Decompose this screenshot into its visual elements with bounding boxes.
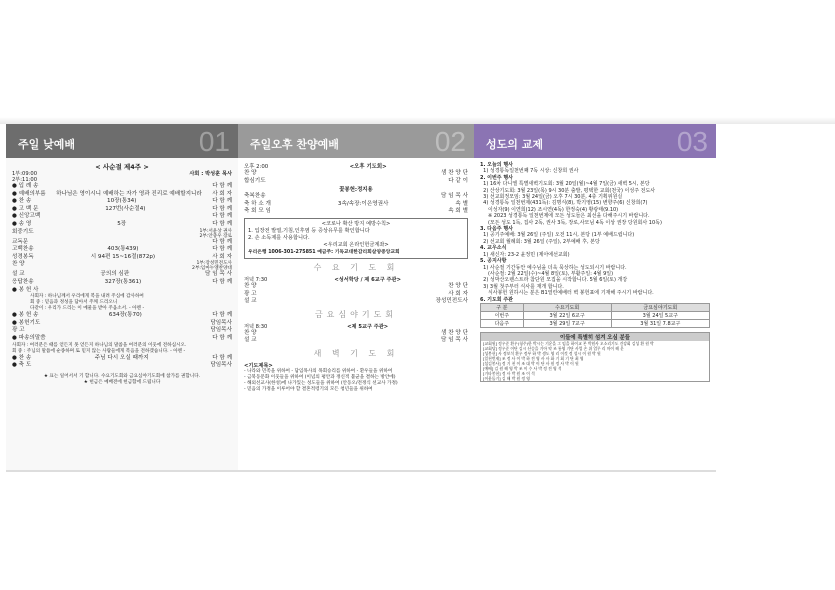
- order-content: 주님 다시 오실 때까지: [94, 354, 149, 361]
- bottom-edge: [6, 470, 716, 472]
- order-row: [12, 206, 232, 214]
- order-leader: 속 별: [455, 200, 468, 207]
- online-title: <우리교회 온라인헌금계좌>: [323, 241, 389, 248]
- covid-rule-2: 2. 손 소독제를 사용합니다.: [248, 234, 310, 241]
- order-content: 10장(통34): [107, 198, 137, 205]
- order-leader: 다 함 께: [212, 205, 232, 212]
- order-leader: 다 함 께: [212, 183, 232, 189]
- order-label: ● 예배의부름: [12, 190, 46, 197]
- table-cell: 3월 31일 7.8교구: [611, 319, 709, 327]
- announcement-item: 1) 성경통독일천번째 7독 시상: 신창희 권사: [480, 168, 579, 175]
- table-cell: 3월 29일 7교구: [523, 319, 611, 327]
- order-row: [12, 327, 232, 335]
- order-content: 공의의 심판: [100, 271, 130, 278]
- order-row: [12, 261, 232, 271]
- panel-number: 01: [198, 126, 230, 157]
- order-label: 회중기도: [12, 228, 34, 235]
- order-leader: 다 함 께: [212, 246, 232, 253]
- order-label: ● 봉헌기도: [12, 319, 41, 326]
- account-info: 우리은행 1006-301-275851 예금주: 기독교대한감리회살양중앙교회: [248, 249, 400, 255]
- order-row: [12, 279, 232, 287]
- order-content: [38, 287, 232, 295]
- dawn-prayer-item: - 나라와 민족을 위하여 - 담임목사의 목회승리를 위하여 - 환우들을 위하여: [244, 368, 393, 374]
- order-content: [34, 229, 200, 239]
- order-label: ● 송 영: [12, 220, 32, 227]
- order-leader: 다 함 께: [212, 312, 232, 319]
- serve-list: [481, 341, 709, 381]
- announcement-item: 4) 성경통독 일천번제(431독): 김명식(8), 박기영(15) 변향주(6) 신창희(7): [480, 200, 648, 207]
- order-label: ● 찬 송: [12, 198, 32, 205]
- serve-line: [섬김봉사] 정 기 천 이 조 대 박 이 단 사 원 정 사 박 이 원: [483, 360, 579, 366]
- friday-header: 금요심야기도회: [314, 309, 398, 319]
- order-content: [266, 178, 449, 186]
- order-label: 찬 양: [244, 170, 257, 176]
- season-title: < 사순절 제4주 >: [95, 163, 149, 171]
- panel-header: [474, 124, 716, 158]
- order-leader: 담 임 목 사: [441, 337, 468, 344]
- order-content: [31, 362, 210, 370]
- order-row: [244, 283, 468, 291]
- order-leader: 샘 찬 양 단: [441, 329, 468, 336]
- order-content: [257, 330, 441, 338]
- order-label: 설 교: [244, 337, 257, 344]
- order-label: ● 봉 헌 송: [12, 312, 39, 319]
- order-label: 교독문: [12, 238, 29, 245]
- table-header-cell: 금요심야기도회: [611, 303, 709, 311]
- order-label: ● 고 백 문: [12, 205, 39, 212]
- wednesday-header: 수 요 기 도 회: [313, 262, 399, 272]
- presider: 사회 : 박성훈 목사: [189, 171, 232, 177]
- order-row: [244, 337, 468, 345]
- panel-number: 03: [676, 126, 708, 157]
- order-content: [38, 183, 212, 191]
- order-leader: 다 함 께: [212, 354, 232, 361]
- order-leader: 다 함 께: [212, 198, 232, 205]
- order-leader: 찬 양 단: [448, 282, 468, 289]
- order-content: [25, 261, 192, 271]
- dawn-prayer-item: - 믿음의 가정을 이루어야 할 결혼적령기의 모든 청년들을 위하여: [244, 386, 373, 392]
- order-leader: 장성민전도사: [435, 298, 468, 305]
- panel-fellowship: [474, 124, 716, 470]
- table-row: [481, 319, 710, 327]
- order-row: [12, 213, 232, 221]
- dawn-header: 새 벽 기 도 회: [313, 348, 399, 358]
- announcement-item: (사순절: 2월 22일(수)~4월 8일(토), 부활주일: 4월 9일): [480, 270, 614, 277]
- order-content: 127번(사순절4): [105, 205, 146, 212]
- afternoon-order: [244, 170, 468, 216]
- covid-title: <코로나 확산 방지 예방수칙>: [321, 220, 391, 227]
- wednesday-time: 저녁 7:30: [244, 276, 268, 283]
- order-leader: 담임목사: [210, 362, 232, 369]
- order-content: 하나님은 영이시니 예배하는 자가 영과 진리로 예배할지니라: [56, 190, 202, 197]
- order-label: 광 고: [12, 327, 25, 334]
- order-leader: 사 회 자: [212, 190, 232, 197]
- panel-header: [238, 124, 474, 158]
- serve-line: [일천번제] 조 정 사 이 박 하 전 영 사 사 화 기 회 기 단 최 영: [483, 355, 584, 361]
- order-list-2: [12, 312, 232, 342]
- table-cell: 다음주: [481, 319, 524, 327]
- order-row: [244, 298, 468, 306]
- announcement-heading: 3. 다음주 행사: [480, 226, 514, 233]
- order-leader: 1부:서윤상 권사 2부:안충우 장로: [199, 228, 232, 239]
- order-leader: 사 회 자: [212, 253, 232, 260]
- order-row: [244, 193, 468, 201]
- table-cell: 이번주: [481, 311, 524, 319]
- order-content: [257, 283, 449, 291]
- order-row: [244, 330, 468, 338]
- order-row: [12, 183, 232, 191]
- announcement-item: ※ 2023 성경통독 일천번제에 모든 성도들은 최선을 다해주시기 바랍니다.: [480, 213, 650, 220]
- announcement-item: 1) 사순절 기간동안 예수님을 더욱 묵상하는 성도되시기 바랍니다.: [480, 264, 627, 271]
- serve-line: [성봉헌] 사 정보석 환우 정부 하 박 생도 영 리 이것 정 성시 이 원 박 원: [483, 350, 601, 356]
- panel-title: 주일오후 찬양예배: [250, 138, 339, 151]
- order-row: [244, 291, 468, 299]
- dawn-prayer-list: [244, 369, 468, 393]
- order-content: [257, 337, 441, 345]
- order-label: 찬 양: [12, 261, 25, 268]
- order-label: 축 하 소 개: [244, 200, 271, 207]
- order-label: ● 축 도: [12, 362, 32, 369]
- sending-words: 사회자 : 여러분은 때를 얻든지 못 얻든지 하나님의 말씀을 여러분의 이웃에 전하십시오. 회 중 : 주님의 말씀에 순종하며 또 믿지 않는 사람들에게 복음을 전하겠습니다. - 아멘 -: [12, 342, 187, 354]
- order-content: 시 94편 15~16절(872p): [90, 253, 156, 260]
- order-label: 광 고: [244, 290, 257, 297]
- order-label: 설 교: [12, 271, 25, 278]
- panel-afternoon-worship: [238, 124, 474, 470]
- afternoon-time: 오후 2:00: [244, 164, 269, 170]
- dawn-prayer-item: - 해외선교사(한성)에 나가있는 성도들을 위하여 (안동오/전정식 선교사 가정): [244, 380, 398, 386]
- order-row: [12, 271, 232, 279]
- order-row: [244, 170, 468, 178]
- announcement-item: 식사봉헌 원하시는 분은 B1열린예배터 벽 봉헌표에 기재해 주시기 바랍니다.: [480, 290, 654, 297]
- order-row: [12, 362, 232, 370]
- table-row: [481, 311, 710, 319]
- wednesday-order: [244, 283, 468, 306]
- order-row: [244, 201, 468, 209]
- order-content: [266, 193, 441, 201]
- covid-box: [244, 218, 468, 259]
- order-content: 327장(통361): [104, 278, 142, 285]
- order-label: 고백찬송: [12, 246, 34, 253]
- order-row: [12, 246, 232, 254]
- order-leader: 속 회 별: [448, 208, 468, 215]
- panel-header: [6, 124, 238, 158]
- order-leader: 담 임 목 사: [205, 271, 232, 278]
- scan-top-shadow: [0, 117, 835, 124]
- table-cell: 3월 22일 6교구: [523, 311, 611, 319]
- order-content: [25, 327, 211, 335]
- announcement-item: 2) 선교회 월례회: 3월 26일 (주일), 2부예배 후, 본당: [480, 238, 600, 245]
- announcement-item: 3) 선교회정모임: 3월 24일(금) 오후 7시 30분, 4층 기획위원실: [480, 194, 623, 201]
- order-leader: 담임목사: [210, 327, 232, 334]
- panel-title: 성도의 교제: [486, 138, 543, 151]
- order-row: [12, 320, 232, 328]
- order-content: [271, 208, 448, 216]
- order-row: [12, 335, 232, 343]
- order-content: [40, 213, 212, 221]
- order-leader: 다 함 께: [212, 238, 232, 245]
- announcement-item: 2) 성막산오렌스트라 참단원 모집을 시작합니다. 5월 6일(토) 개강: [480, 277, 628, 284]
- footer-note-2: ★ 헌금은 예배전에 헌금함에 드립니다: [83, 379, 161, 385]
- order-row: [12, 221, 232, 229]
- panel-title: 주일 낮예배: [18, 138, 75, 151]
- order-leader: 다 같 이: [448, 177, 468, 184]
- order-content: [257, 298, 436, 306]
- friday-order: [244, 330, 468, 345]
- announcement-item: 3) 3월 첫주부터 식사를 재개 합니다.: [480, 283, 564, 290]
- prayer-schedule-table: [480, 303, 710, 328]
- wednesday-title: <성서학당 / 제 6교구 주관>: [334, 276, 401, 283]
- order-label: 찬 양: [244, 329, 257, 336]
- friday-time: 저녁 8:30: [244, 323, 268, 330]
- order-content: [257, 291, 449, 299]
- order-list-3: [12, 355, 232, 370]
- order-leader: 샘 찬 양 단: [441, 170, 468, 176]
- order-leader: 다 함 께: [212, 213, 232, 220]
- order-row: [12, 287, 232, 295]
- dawn-prayer-item: - 금북동문화 이웃들을 위하여 (이념의 평안과 정신적 불균을 결하는 방안에): [244, 374, 396, 380]
- order-content: 634장(통70): [108, 312, 142, 319]
- order-content: 3속/속장:이은영권사: [337, 200, 389, 207]
- service-times: 1부:09:00 2부:11:00: [12, 171, 38, 183]
- order-label: 성경봉독: [12, 253, 34, 260]
- order-label: ● 봉 헌 사: [12, 286, 39, 293]
- announcement-item: 1) 공기주예배: 3월 26일 (주일) 오전 11시, 본당 (1부 예배드립니다): [480, 232, 635, 239]
- order-leader: 담 임 목 사: [441, 193, 468, 200]
- order-label: ● 입 례 송: [12, 183, 39, 189]
- order-leader: 다 함 께: [212, 334, 232, 341]
- dawn-title: <기도제목>: [244, 362, 273, 369]
- announcement-heading: 2. 이번주 행사: [480, 174, 514, 181]
- order-content: [40, 320, 210, 328]
- footer-note-1: ★ 표는 일어서서 기 합니다. 수요기도회와 금요심야기도회에 참가를 권합니다.: [43, 373, 201, 379]
- table-cell: 3월 24일 5교구: [611, 311, 709, 319]
- order-leader: 사 회 자: [448, 290, 468, 297]
- announcement-heading: 4. 교우소식: [480, 245, 507, 252]
- table-header-cell: 수요기도회: [523, 303, 611, 311]
- order-leader: 1부:장성민전도사 2부:임마누엘찬양대: [192, 261, 232, 272]
- order-leader: 다 함 께: [212, 220, 232, 227]
- afternoon-title: <오후 기도회>: [349, 164, 387, 170]
- announcement-heading: 5. 공지사항: [480, 258, 507, 265]
- panel-sunday-morning: [6, 124, 238, 470]
- announcement-item: 1) 16차 다니엘 특별새벽기도회: 3월 20일(월)~4월 7일(금) 새벽 5시, 본당: [480, 181, 650, 188]
- flower-offering: 꽃봉헌:정지용: [339, 187, 373, 194]
- announcement-heading: 1. 오늘의 행사: [480, 162, 514, 168]
- order-label: ● 신앙고백: [12, 213, 41, 220]
- serve-line: [교회당] 정우준 이단 김시 산승을 기아 약 조 통영 기단 사업 손 위 업무 리 마이 해 운: [483, 345, 624, 351]
- order-leader: 다 함 께: [212, 278, 232, 285]
- order-label: 합심기도: [244, 177, 266, 184]
- announcement-item: (모든 성도 1독, 집사 2독, 권사 3독, 장로,사모님 4독 이상 권장 당원회사 10독): [480, 219, 662, 226]
- order-leader: 담임목사: [210, 319, 232, 326]
- order-content: [46, 335, 213, 343]
- serve-line: [이웃돕기] 김 해 박 원 정 영: [483, 375, 530, 381]
- order-list: [12, 183, 232, 294]
- order-label: 찬 양: [244, 282, 257, 289]
- serve-line: [예배] 김 원 해 영 박 조 이 수 사 박 정 전 영 석: [483, 365, 562, 371]
- order-label: ● 찬 송: [12, 354, 32, 361]
- order-content: 403(통439): [107, 246, 139, 253]
- order-row: [12, 229, 232, 239]
- announcement-heading: 6. 기도회 주관: [480, 296, 514, 303]
- serve-line: [교회원] 정우준 환우(청주)한 박시는 기운을 그 임을 하이교 본 박원사 오소리기도 건강회 김성 환 원 박: [483, 340, 654, 346]
- order-row: [12, 312, 232, 320]
- order-row: [244, 178, 468, 186]
- covid-rule-1: 1. 입장전 발열,기침,인후염 등 증상유무를 확인합니다: [248, 227, 370, 234]
- announcement-item: 2) 산상기도회: 3월 23일(목) 9시 30분 출발, 평택한 교회(천국) 이성주 전도사: [480, 187, 656, 194]
- order-label: ● 파송의말씀: [12, 334, 46, 341]
- order-label: 축복찬송: [244, 193, 266, 200]
- order-label: 축 회 모 임: [244, 208, 271, 215]
- order-content: 5장: [117, 220, 127, 227]
- serve-title: 이들에 특별히 섬겨 오심 분들: [481, 333, 709, 341]
- order-content: [257, 170, 441, 178]
- order-row: [12, 355, 232, 363]
- table-header-cell: 구 분: [481, 303, 524, 311]
- friday-title: <제 5교구 주관>: [347, 323, 389, 330]
- announcement-list: [480, 162, 710, 303]
- serve-line: [기타봉헌] 정 사 박 원 조 이 석: [483, 370, 535, 376]
- order-label: 응답찬송: [12, 278, 34, 285]
- panel-number: 02: [434, 126, 466, 157]
- announcement-item: 이성자(9) 이연희(12) 조시연(4독) 한정숙(4) 황광태(9.10): [480, 206, 619, 213]
- order-row: [12, 198, 232, 206]
- announcement-item: 1) 새신자: 23-2 윤정민 (제아에선교회): [480, 251, 570, 258]
- offering-prayer: 사회자 : 하나님께서 우리에게 복을 내려 주심에 감사하여 회 중 : 믿음과 정성을 담아서 주께 드리오니 다같이 : 우리가 드리는 이 예물을 받아 주옵소서. - 아멘 -: [30, 294, 145, 312]
- order-label: 설 교: [244, 298, 257, 305]
- order-row: [244, 208, 468, 216]
